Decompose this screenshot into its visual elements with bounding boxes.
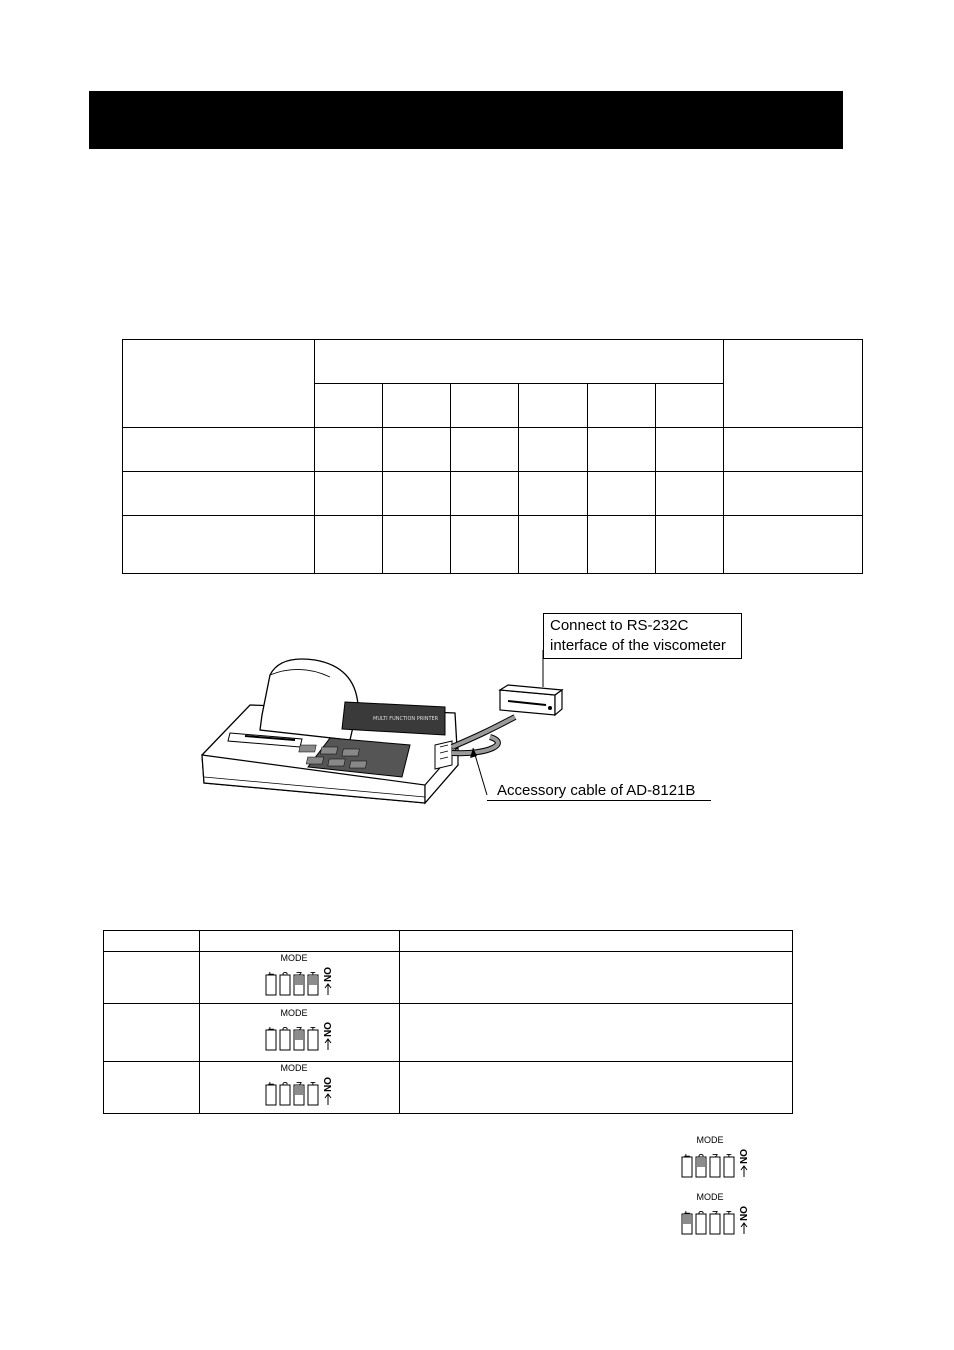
- printer-connection-figure: [190, 605, 750, 815]
- on-arrow-icon: [325, 1039, 331, 1050]
- switch-slot: [280, 975, 290, 995]
- table-cell: [656, 428, 724, 472]
- table-header-cell: [104, 931, 200, 952]
- table-row: [104, 1004, 793, 1062]
- dip-switch-icon: [680, 1135, 752, 1184]
- table-row: [104, 952, 793, 1004]
- mode-label: MODE: [280, 953, 307, 963]
- switch-slot: [280, 1030, 290, 1050]
- table-cell: [400, 1062, 793, 1114]
- table-subheader-cell: [519, 384, 588, 428]
- table-row: [104, 1062, 793, 1114]
- table-subheader-cell: [588, 384, 656, 428]
- table-cell: [123, 428, 315, 472]
- mode-label: MODE: [280, 1063, 307, 1073]
- table-cell: [588, 428, 656, 472]
- table-cell: [200, 1062, 400, 1114]
- section-title-bar: [89, 91, 843, 149]
- switch-slot: [280, 1085, 290, 1105]
- callout-line-2: interface of the viscometer: [550, 637, 726, 654]
- table-cell: [123, 472, 315, 516]
- switch-slot: [308, 1085, 318, 1105]
- table-row: [123, 472, 863, 516]
- on-label: ON: [320, 1022, 332, 1037]
- table-cell: [315, 516, 383, 574]
- table-cell: [400, 952, 793, 1004]
- table-header-cell: [315, 340, 724, 384]
- dip-switch-graphic: [264, 953, 336, 997]
- switch-slot: [682, 1157, 692, 1177]
- on-arrow-icon: [741, 1223, 747, 1234]
- on-label: ON: [737, 1206, 748, 1221]
- dip-switch-graphic: [680, 1192, 752, 1236]
- printer-panel-text: MULTI FUNCTION PRINTER: [373, 716, 439, 722]
- table-subheader-cell: [451, 384, 519, 428]
- on-label: ON: [320, 1077, 332, 1092]
- table-header-cell: [400, 931, 793, 952]
- switch-lever: [697, 1158, 705, 1167]
- table-header-cell: [123, 340, 315, 428]
- table-cell: [383, 516, 451, 574]
- switch-slot: [696, 1214, 706, 1234]
- table-cell: [588, 472, 656, 516]
- dip-switch-icon: [264, 953, 336, 1002]
- table-cell: [451, 472, 519, 516]
- table-cell: [724, 472, 863, 516]
- table-cell: [588, 516, 656, 574]
- dip-switch-graphic: [264, 1008, 336, 1052]
- cable-label-underline: [487, 800, 711, 801]
- table-cell: [656, 516, 724, 574]
- callout-box: [543, 613, 742, 659]
- switch-lever: [683, 1215, 691, 1224]
- table-row: [123, 428, 863, 472]
- switch-lever: [295, 976, 303, 985]
- table-cell: [519, 516, 588, 574]
- table-row: [123, 340, 863, 384]
- switch-lever: [309, 976, 317, 985]
- mode-label: MODE: [280, 1008, 307, 1018]
- switch-slot: [710, 1157, 720, 1177]
- dip-switch-icon: [680, 1192, 752, 1241]
- table-cell: [383, 472, 451, 516]
- table-subheader-cell: [315, 384, 383, 428]
- table-cell: [519, 428, 588, 472]
- on-arrow-icon: [325, 984, 331, 995]
- table-row: [104, 931, 793, 952]
- table-cell: [315, 472, 383, 516]
- dip-switch-graphic: [680, 1135, 752, 1179]
- switch-lever: [295, 1086, 303, 1095]
- switch-slot: [266, 975, 276, 995]
- table-header-cell: [200, 931, 400, 952]
- table-cell: [315, 428, 383, 472]
- table-cell: [519, 472, 588, 516]
- switch-slot: [308, 1030, 318, 1050]
- table-subheader-cell: [656, 384, 724, 428]
- table-cell: [451, 516, 519, 574]
- table-header-cell: [724, 340, 863, 428]
- on-arrow-icon: [325, 1094, 331, 1105]
- table-cell: [200, 952, 400, 1004]
- callout-line-1: Connect to RS-232C: [550, 617, 689, 634]
- switch-slot: [710, 1214, 720, 1234]
- table-cell: [104, 1062, 200, 1114]
- on-arrow-icon: [741, 1166, 747, 1177]
- table-cell: [200, 1004, 400, 1062]
- table-cell: [656, 472, 724, 516]
- table-cell: [104, 952, 200, 1004]
- switch-slot: [724, 1214, 734, 1234]
- table-cell: [383, 428, 451, 472]
- switch-lever: [295, 1031, 303, 1040]
- on-label: ON: [320, 967, 332, 982]
- switch-slot: [724, 1157, 734, 1177]
- spec-table: [122, 339, 863, 574]
- mode-switch-table: [103, 930, 793, 1114]
- mode-label: MODE: [696, 1192, 724, 1202]
- table-cell: [123, 516, 315, 574]
- dip-switch-graphic: [264, 1063, 336, 1107]
- table-cell: [104, 1004, 200, 1062]
- table-cell: [451, 428, 519, 472]
- dip-switch-icon: [264, 1063, 336, 1112]
- dip-switch-icon: [264, 1008, 336, 1057]
- switch-slot: [266, 1085, 276, 1105]
- table-row: [123, 516, 863, 574]
- table-subheader-cell: [383, 384, 451, 428]
- table-cell: [400, 1004, 793, 1062]
- table-cell: [724, 428, 863, 472]
- switch-slot: [266, 1030, 276, 1050]
- mode-label: MODE: [696, 1135, 724, 1145]
- on-label: ON: [737, 1149, 748, 1164]
- cable-label: Accessory cable of AD-8121B: [497, 782, 696, 799]
- table-cell: [724, 516, 863, 574]
